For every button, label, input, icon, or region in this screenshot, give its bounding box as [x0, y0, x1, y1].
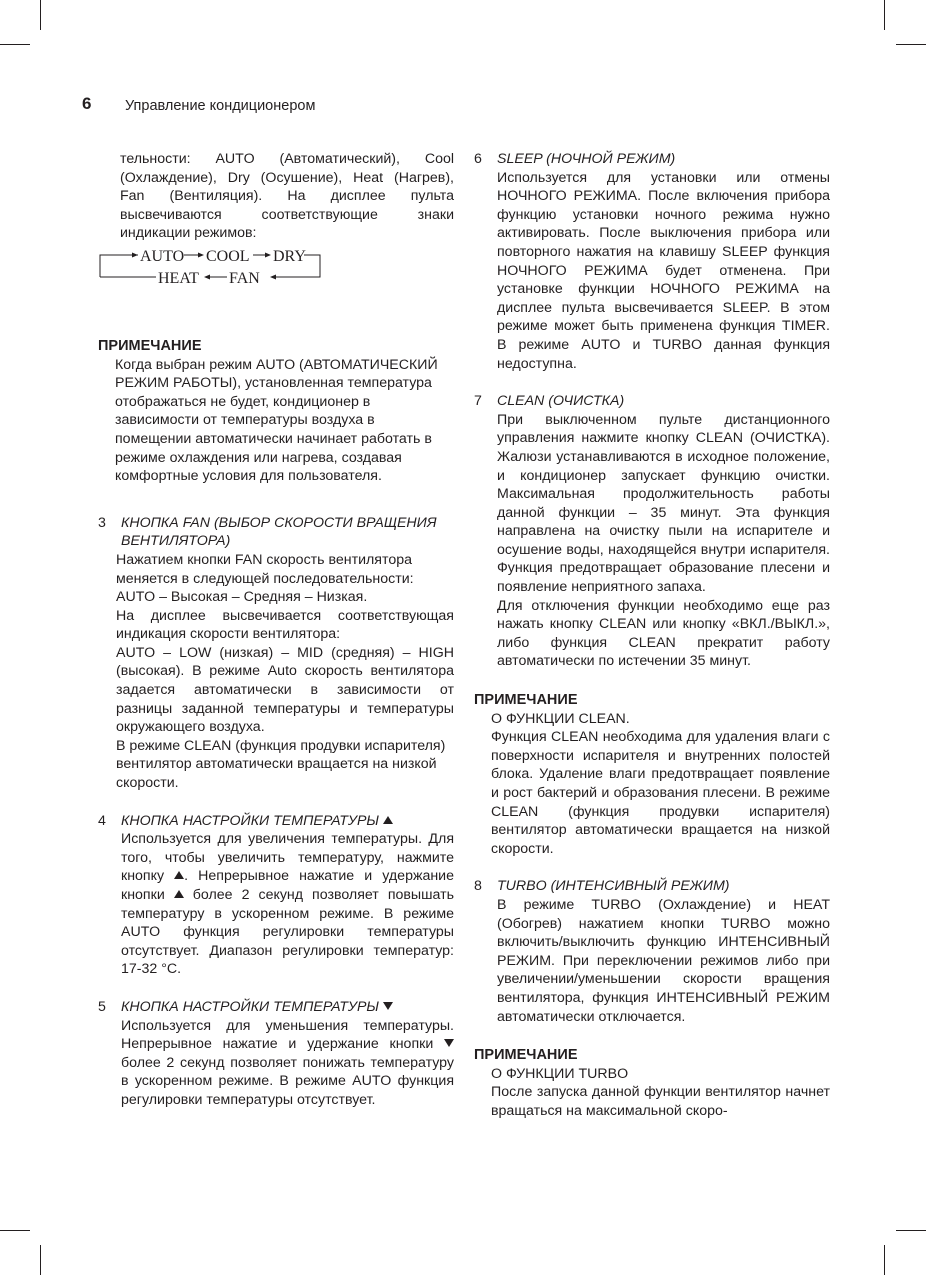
crop-mark	[40, 0, 41, 30]
running-title: Управление кондиционером	[125, 98, 316, 114]
intro-paragraph: тельности: AUTO (Автоматический), Cool (Охлаждение), Dry (Осушение), Heat (Нагрев), Fan (Вентиляция). На дисплее пульта высвечиваются соответствующие знаки индикации режимов:	[120, 151, 454, 242]
section-title: SLEEP (НОЧНОЙ РЕЖИМ)	[497, 151, 676, 167]
note-text: После запуска данной функции вентилятор начнет вращаться на максимальной скоро-	[491, 1084, 830, 1119]
note-clean	[474, 691, 830, 858]
crop-mark	[0, 44, 30, 45]
triangle-down-icon	[383, 1002, 393, 1010]
section-number: 8	[474, 878, 482, 895]
mode-fan-label: FAN	[229, 269, 260, 287]
fan-paragraph-1: Нажатием кнопки FAN скорость вентилятора меняется в следующей последовательности:	[116, 551, 414, 587]
clean-text-2: Для отключения функции необходимо еще раз нажать кнопку CLEAN или кнопку «ВКЛ./ВЫКЛ.», либо функция CLEAN прекратит работу автоматически по истечении 35 минут.	[497, 597, 830, 670]
crop-mark	[896, 44, 926, 45]
section-title: КНОПКА НАСТРОЙКИ ТЕМПЕРАТУРЫ	[121, 812, 379, 829]
left-column	[98, 150, 454, 1110]
section-number: 4	[98, 812, 106, 829]
note-subtitle: О ФУНКЦИИ CLEAN.	[491, 710, 630, 727]
mode-dry-label: DRY	[273, 247, 306, 265]
triangle-up-icon	[174, 890, 184, 898]
note-text: Когда выбран режим AUTO (АВТОМАТИЧЕСКИЙ РЕЖИМ РАБОТЫ), установленная температура отображаться не будет, кондиционер в зависимости от температуры воздуха в помещении автоматически начинает работать в режиме охлаждения или нагрева, создавая комфортные условия для пользователя.	[115, 356, 438, 485]
section-fan-button	[98, 514, 454, 793]
section-temp-down	[98, 998, 454, 1110]
turbo-text: В режиме TURBO (Охлаждение) и HEAT (Обогрев) нажатием кнопки TURBO можно включить/выключить функцию ИНТЕНСИВНЫЙ РЕЖИМ. При переключении режимов либо при увеличении/уменьшении скорости вращения вентилятора, функция ИНТЕНСИВНЫЙ РЕЖИМ автоматически отключается.	[497, 896, 830, 1025]
crop-mark	[884, 1245, 885, 1275]
triangle-up-icon	[174, 871, 184, 879]
section-clean	[474, 392, 830, 671]
section-title: TURBO (ИНТЕНСИВНЫЙ РЕЖИМ)	[497, 878, 730, 895]
mode-auto-label: AUTO	[140, 247, 185, 265]
section-number: 5	[98, 998, 106, 1015]
mode-diagram-svg	[98, 245, 328, 301]
note-title: ПРИМЕЧАНИЕ	[474, 1047, 578, 1064]
mode-heat-label: HEAT	[158, 269, 199, 287]
triangle-up-icon	[383, 816, 393, 824]
temp-up-text: Используется для увеличения температуры. Для того, чтобы увеличить температуру, нажмите кнопку . Непрерывное нажатие и удержание кнопки более 2 секунд позволяет повышать температуру в ускоренном режиме. В режиме AUTO функция регулировки температуры отсутствует. Диапазон регулировки температур: 17-32 °C.	[121, 831, 454, 978]
fan-paragraph-3: На дисплее высвечивается соответствующая индикация скорости вентилятора:	[116, 607, 454, 643]
fan-paragraph-4: AUTO – LOW (низкая) – MID (средняя) – HIGH (высокая). В режиме Auto скорость вентилятора задается автоматически в зависимости от разницы заданной температуры и температуры окружающего воздуха.	[116, 644, 454, 736]
section-title: КНОПКА FAN (ВЫБОР СКОРОСТИ ВРАЩЕНИЯ ВЕНТИЛЯТОРА)	[121, 514, 437, 550]
temp-down-text: Используется для уменьшения температуры. Непрерывное нажатие и удержание кнопки более 2 секунд позволяет понижать температуру в ускоренном режиме. В режиме AUTO функция регулировки температуры отсутствует.	[121, 1017, 454, 1108]
note-title: ПРИМЕЧАНИЕ	[474, 692, 578, 709]
note-subtitle: О ФУНКЦИИ TURBO	[491, 1065, 629, 1082]
triangle-down-icon	[444, 1039, 454, 1047]
crop-mark	[40, 1245, 41, 1275]
mode-sequence-diagram	[98, 245, 454, 303]
note-text: Функция CLEAN необходима для удаления влаги с поверхности испарителя и внутренних полостей блока. Удаление влаги предотвращает появление и рост бактерий и образования плесени. В режиме CLEAN (функция продувки испарителя) вентилятор автоматически вращается на низкой скорости.	[491, 729, 830, 857]
crop-mark	[896, 1230, 926, 1231]
mode-cool-label: COOL	[206, 247, 250, 265]
crop-mark	[884, 0, 885, 30]
fan-paragraph-5: В режиме CLEAN (функция продувки испарителя) вентилятор автоматически вращается на низкой скорости.	[116, 737, 446, 792]
note-turbo	[474, 1046, 830, 1120]
section-number: 7	[474, 393, 482, 410]
section-title: CLEAN (ОЧИСТКА)	[497, 393, 625, 410]
note-auto	[98, 337, 454, 486]
fan-paragraph-2: AUTO – Высокая – Средняя – Низкая.	[116, 589, 368, 606]
crop-mark	[0, 1230, 30, 1231]
section-title: КНОПКА НАСТРОЙКИ ТЕМПЕРАТУРЫ	[121, 998, 379, 1015]
section-number: 3	[98, 514, 106, 531]
section-sleep	[474, 150, 830, 373]
sleep-text: Используется для установки или отмены НОЧНОГО РЕЖИМА. После включения прибора функцию установки ночного режима нужно активировать. После выключения прибора или повторного нажатия на клавишу SLEEP функция НОЧНОГО РЕЖИМА будет отменена. При установке функции НОЧНОГО РЕЖИМА на дисплее пульта высвечивается SLEEP. В этом режиме может быть применена функция TIMER. В режиме AUTO и TURBO данная функция недоступна.	[497, 169, 830, 372]
section-number: 6	[474, 151, 482, 167]
section-temp-up	[98, 812, 454, 979]
note-title: ПРИМЕЧАНИЕ	[98, 337, 202, 354]
section-turbo	[474, 877, 830, 1026]
right-column	[474, 150, 830, 1121]
clean-text: При выключенном пульте дистанционного управления нажмите кнопку CLEAN (ОЧИСТКА). Жалюзи устанавливаются в исходное положение, и кондиционер запускает функцию очистки. Максимальная продолжительность работы данной функции – 35 минут. Эта функция направлена на очистку пыли на испарителе и осушение воды, находящейся внутри испарителя. Функция предотвращает образование плесени и появление неприятного запаха.	[497, 411, 830, 596]
page-number: 6	[82, 94, 92, 113]
